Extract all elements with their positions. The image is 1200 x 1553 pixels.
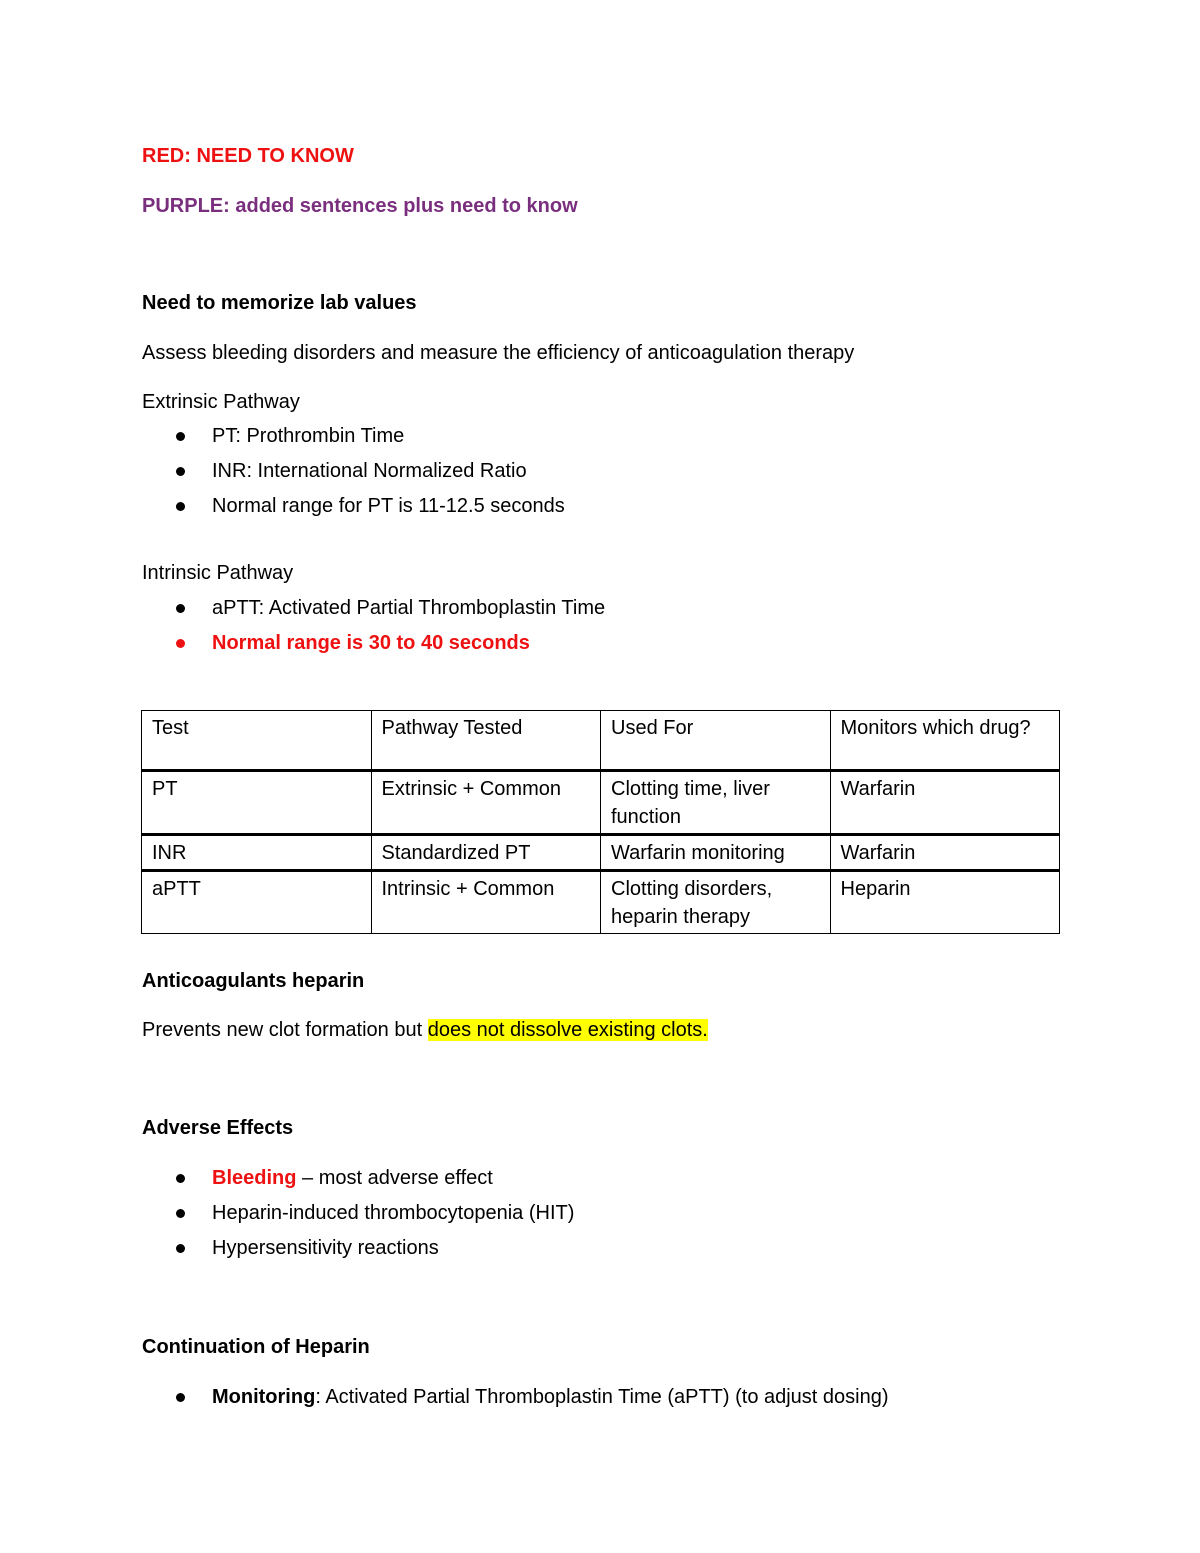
table-header-cell: Test [142,711,372,771]
adverse-effects-list [142,1166,574,1271]
bullet-icon [176,1209,185,1218]
legend-purple-label: PURPLE: [142,195,230,217]
table-cell: PT [142,771,372,835]
list-item: Heparin-induced thrombocytopenia (HIT) [142,1201,574,1236]
bleeding-label: Bleeding [212,1167,297,1189]
monitoring-label: Monitoring [212,1386,316,1408]
table-cell: aPTT [142,871,372,934]
heparin-text: Prevents new clot formation but [142,1019,428,1041]
legend-purple [142,194,578,218]
lab-values-intro: Assess bleeding disorders and measure the efficiency of anticoagulation therapy [142,342,855,364]
bullet-icon [176,1393,185,1402]
table-header-cell: Monitors which drug? [830,711,1060,771]
bullet-icon [176,1174,185,1183]
list-item: Monitoring: Activated Partial Thromboplastin Time (aPTT) (to adjust dosing) [142,1385,889,1420]
table-cell: Heparin [830,871,1060,934]
list-item: INR: International Normalized Ratio [142,459,565,494]
table-row [142,835,1060,871]
table-cell: Clotting time, liver function [601,771,831,835]
extrinsic-title: Extrinsic Pathway [142,391,300,413]
bullet-icon [176,639,185,648]
list-item: Normal range for PT is 11-12.5 seconds [142,494,565,529]
heparin-description [142,1018,708,1042]
extrinsic-list [142,424,565,529]
list-item: Hypersensitivity reactions [142,1236,574,1271]
table-header-cell: Pathway Tested [371,711,601,771]
legend-purple-text: added sentences plus need to know [229,195,578,217]
lab-tests-table [141,710,1060,934]
list-item: Bleeding – most adverse effect [142,1166,574,1201]
table-cell: Warfarin monitoring [601,835,831,871]
list-item-need-to-know: Normal range is 30 to 40 seconds [142,631,605,666]
intrinsic-title: Intrinsic Pathway [142,562,294,584]
lab-values-heading: Need to memorize lab values [142,292,417,314]
table-cell: Warfarin [830,835,1060,871]
heparin-heading: Anticoagulants heparin [142,970,365,992]
bullet-icon [176,432,185,441]
table-cell: Warfarin [830,771,1060,835]
intrinsic-list [142,596,605,666]
table-header-row [142,711,1060,771]
table-cell: Standardized PT [371,835,601,871]
continuation-list [142,1385,889,1420]
table-cell: INR [142,835,372,871]
table-header-cell: Used For [601,711,831,771]
bullet-icon [176,1244,185,1253]
table-cell: Extrinsic + Common [371,771,601,835]
table-row [142,771,1060,835]
legend-red: RED: NEED TO KNOW [142,145,354,167]
table-row [142,871,1060,934]
heparin-highlighted-text: does not dissolve existing clots. [427,1019,708,1041]
list-item: PT: Prothrombin Time [142,424,565,459]
bullet-icon [176,502,185,511]
continuation-heading: Continuation of Heparin [142,1336,370,1358]
table-cell: Intrinsic + Common [371,871,601,934]
list-item: aPTT: Activated Partial Thromboplastin Time [142,596,605,631]
bullet-icon [176,467,185,476]
table-cell: Clotting disorders, heparin therapy [601,871,831,934]
bullet-icon [176,604,185,613]
adverse-effects-heading: Adverse Effects [142,1117,294,1139]
